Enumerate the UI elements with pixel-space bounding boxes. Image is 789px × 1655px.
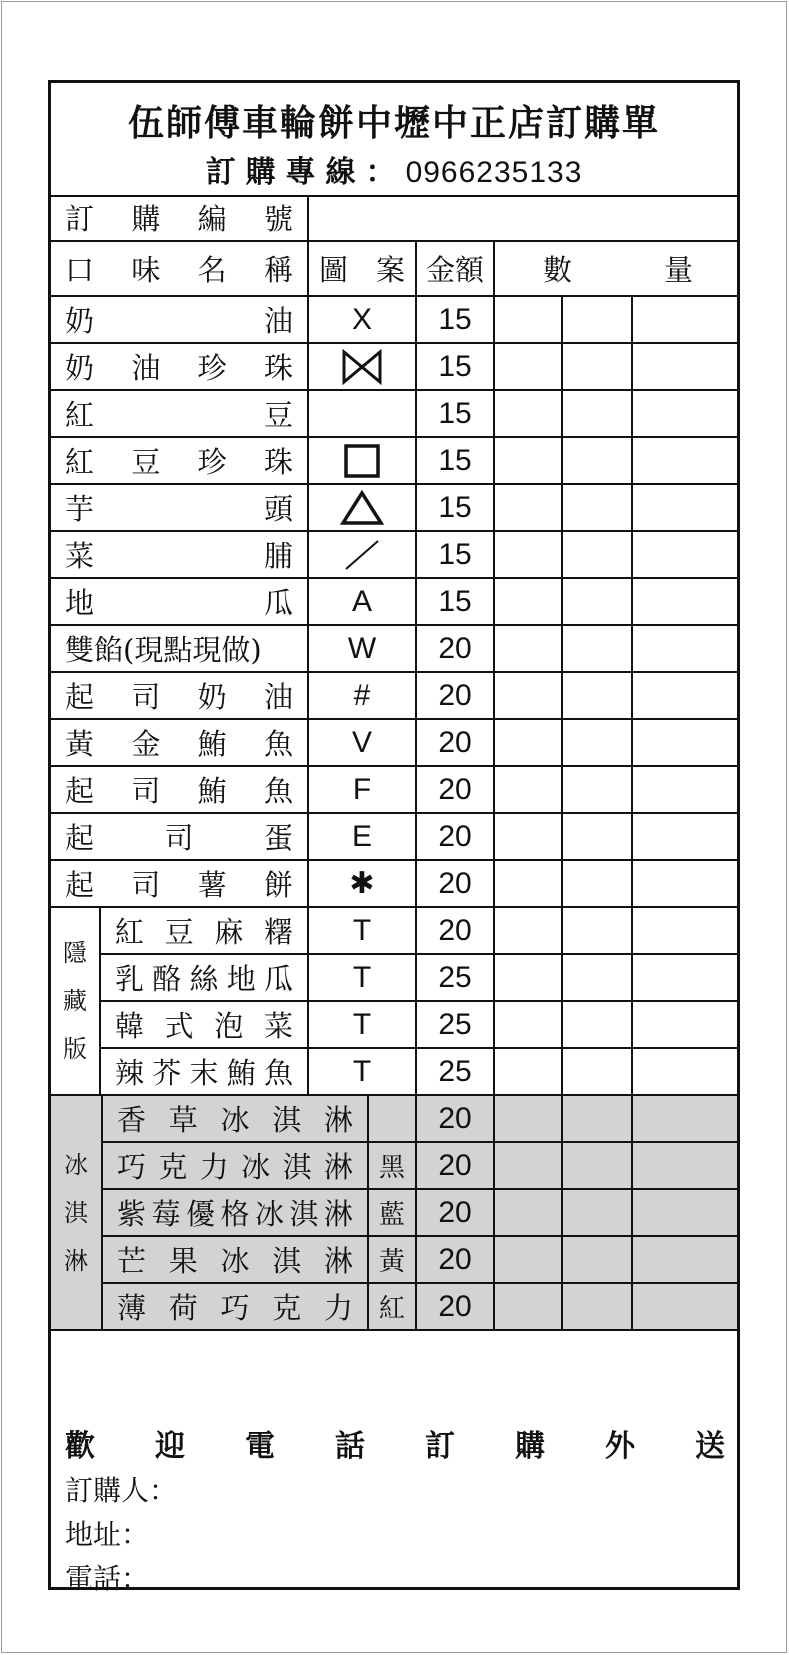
- icecream-qty-1[interactable]: [495, 1190, 563, 1235]
- item-qty-1[interactable]: [495, 626, 563, 671]
- square-icon: [340, 443, 384, 479]
- symbol-text: T: [352, 960, 372, 994]
- item-qty-3[interactable]: [633, 391, 737, 436]
- item-qty-3[interactable]: [633, 861, 737, 906]
- icecream-qty-1[interactable]: [495, 1284, 563, 1329]
- hidden-item-qty-1[interactable]: [495, 955, 563, 1000]
- item-qty-3[interactable]: [633, 767, 737, 812]
- hidden-menu-label: [51, 908, 101, 1096]
- item-qty-1[interactable]: [495, 814, 563, 859]
- orderer-field[interactable]: 訂購人：: [65, 1474, 178, 1507]
- icecream-name: [103, 1284, 369, 1329]
- item-name: [51, 720, 309, 765]
- item-symbol: [309, 814, 417, 859]
- item-price: 15: [417, 391, 495, 436]
- symbol-text: E: [351, 819, 372, 853]
- hidden-item-symbol: [309, 1002, 417, 1047]
- item-qty-1[interactable]: [495, 720, 563, 765]
- icecream-name-text: 芒 果 冰 淇 淋: [117, 1244, 353, 1278]
- icecream-row: [103, 1284, 737, 1331]
- hidden-item-price: 25: [417, 1049, 495, 1094]
- symbol-text: A: [351, 584, 372, 618]
- icecream-qty-2[interactable]: [563, 1096, 633, 1141]
- item-name-text: 紅 豆 珍 珠: [65, 445, 293, 479]
- icecream-label-char: 淋: [64, 1246, 88, 1275]
- icecream-qty-2[interactable]: [563, 1190, 633, 1235]
- item-name: [51, 767, 309, 812]
- icecream-row: [103, 1096, 737, 1143]
- icecream-color: 紅: [369, 1284, 417, 1329]
- item-row: [51, 626, 737, 673]
- header-flavor-text: 口 味 名 稱: [65, 253, 293, 287]
- item-symbol: [309, 767, 417, 812]
- item-qty-2[interactable]: [563, 438, 633, 483]
- item-qty-3[interactable]: [633, 720, 737, 765]
- item-qty-3[interactable]: [633, 485, 737, 530]
- item-qty-1[interactable]: [495, 673, 563, 718]
- header-flavor: [51, 242, 309, 295]
- icecream-color: 黃: [369, 1237, 417, 1282]
- item-qty-1[interactable]: [495, 767, 563, 812]
- icecream-price: 20: [417, 1096, 495, 1141]
- hidden-label-char: 版: [63, 1035, 87, 1063]
- item-row: [51, 814, 737, 861]
- item-qty-1[interactable]: [495, 579, 563, 624]
- icecream-row: [103, 1190, 737, 1237]
- hidden-item-price: 25: [417, 955, 495, 1000]
- form-title: 伍師傅車輪餅中壢中正店訂購單: [127, 102, 660, 144]
- hidden-item-row: [101, 908, 737, 955]
- item-name-text: 紅 豆: [65, 398, 293, 432]
- welcome-char: 電: [245, 1429, 275, 1464]
- icecream-label: [51, 1096, 103, 1331]
- item-price: 20: [417, 626, 495, 671]
- icecream-price: 20: [417, 1237, 495, 1282]
- hidden-item-name-text: 紅 豆 麻 糬: [115, 915, 293, 949]
- icecream-name: [103, 1143, 369, 1188]
- icecream-price: 20: [417, 1284, 495, 1329]
- item-qty-1[interactable]: [495, 861, 563, 906]
- icecream-qty-3[interactable]: [633, 1190, 737, 1235]
- hidden-item-qty-2[interactable]: [563, 955, 633, 1000]
- hidden-item-name-text: 辣 芥 末 鮪 魚: [115, 1056, 293, 1090]
- item-symbol: [309, 861, 417, 906]
- hidden-item-symbol: [309, 955, 417, 1000]
- icecream-qty-2[interactable]: [563, 1237, 633, 1282]
- item-price: 15: [417, 297, 495, 342]
- item-symbol: [309, 626, 417, 671]
- order-number-label: [51, 195, 309, 240]
- welcome-char: 迎: [155, 1429, 185, 1464]
- welcome-char: 話: [335, 1429, 365, 1464]
- item-name-text: 起 司 薯 餅: [65, 868, 293, 902]
- icecream-qty-1[interactable]: [495, 1096, 563, 1141]
- hidden-item-qty-3[interactable]: [633, 1049, 737, 1094]
- symbol-text: V: [351, 725, 372, 759]
- item-row: [51, 579, 737, 626]
- welcome-char: 送: [695, 1429, 725, 1464]
- item-row: [51, 767, 737, 814]
- hidden-item-price: 25: [417, 1002, 495, 1047]
- hidden-label-char: 藏: [63, 987, 87, 1015]
- icecream-price: 20: [417, 1190, 495, 1235]
- header-symbol: [309, 242, 417, 295]
- hidden-item-qty-3[interactable]: [633, 1002, 737, 1047]
- item-qty-2[interactable]: [563, 720, 633, 765]
- symbol-text: T: [352, 1054, 372, 1088]
- item-qty-2[interactable]: [563, 532, 633, 577]
- item-name-text: 奶 油 珍 珠: [65, 351, 293, 385]
- item-name-text: 起 司 鮪 魚: [65, 774, 293, 808]
- icecream-name-text: 香 草 冰 淇 淋: [117, 1103, 353, 1137]
- order-number-field[interactable]: [309, 195, 737, 240]
- item-name: [51, 626, 309, 671]
- item-price: 20: [417, 814, 495, 859]
- item-row: [51, 344, 737, 391]
- item-symbol: [309, 579, 417, 624]
- welcome-char: 訂: [425, 1429, 455, 1464]
- item-price: 15: [417, 532, 495, 577]
- item-price: 15: [417, 438, 495, 483]
- item-qty-1[interactable]: [495, 532, 563, 577]
- icecream-price: 20: [417, 1143, 495, 1188]
- order-number-label-text: 訂 購 編 號: [65, 202, 293, 236]
- item-qty-3[interactable]: [633, 532, 737, 577]
- header-qty-char: 量: [663, 253, 693, 287]
- triangle-icon: [340, 490, 384, 526]
- icecream-qty-3[interactable]: [633, 1284, 737, 1329]
- hidden-item-row: [101, 955, 737, 1002]
- icecream-label-char: 冰: [64, 1150, 88, 1179]
- icecream-qty-3[interactable]: [633, 1237, 737, 1282]
- item-symbol: [309, 532, 417, 577]
- item-qty-2[interactable]: [563, 861, 633, 906]
- symbol-text: #: [353, 678, 371, 712]
- hidden-item-qty-3[interactable]: [633, 955, 737, 1000]
- item-qty-1[interactable]: [495, 485, 563, 530]
- item-qty-2[interactable]: [563, 673, 633, 718]
- item-row: [51, 391, 737, 438]
- icecream-qty-1[interactable]: [495, 1143, 563, 1188]
- order-number-row: [51, 195, 737, 242]
- hidden-item-qty-1[interactable]: [495, 908, 563, 953]
- item-name-text: 奶 油: [65, 304, 293, 338]
- item-price: 15: [417, 579, 495, 624]
- item-qty-2[interactable]: [563, 391, 633, 436]
- item-qty-3[interactable]: [633, 626, 737, 671]
- icecream-color: 藍: [369, 1190, 417, 1235]
- icecream-qty-1[interactable]: [495, 1237, 563, 1282]
- item-qty-2[interactable]: [563, 485, 633, 530]
- item-price: 15: [417, 344, 495, 389]
- item-price: 20: [417, 861, 495, 906]
- form-footer: [51, 1415, 737, 1595]
- hotline-number: 0966235133: [405, 156, 583, 189]
- hotline-label: 訂購專線：: [205, 155, 406, 190]
- hidden-item-symbol: [309, 1049, 417, 1094]
- item-symbol: [309, 438, 417, 483]
- item-name-text: 起 司 奶 油: [65, 680, 293, 714]
- welcome-char: 歡: [65, 1429, 95, 1464]
- item-row: [51, 861, 737, 908]
- icecream-row: [103, 1143, 737, 1190]
- address-field[interactable]: 地址：: [65, 1518, 150, 1551]
- item-symbol: [309, 485, 417, 530]
- hidden-item-qty-2[interactable]: [563, 1002, 633, 1047]
- symbol-text: T: [352, 913, 372, 947]
- item-qty-1[interactable]: [495, 438, 563, 483]
- item-row: [51, 720, 737, 767]
- item-qty-3[interactable]: [633, 673, 737, 718]
- icecream-qty-3[interactable]: [633, 1096, 737, 1141]
- table-header-row: [51, 242, 737, 297]
- item-qty-3[interactable]: [633, 814, 737, 859]
- welcome-delivery-text: [65, 1421, 725, 1465]
- hidden-item-name: [101, 955, 309, 1000]
- item-name: [51, 485, 309, 530]
- hidden-item-name-text: 乳 酪 絲 地 瓜: [115, 962, 293, 996]
- item-qty-3[interactable]: [633, 344, 737, 389]
- header-symbol-char: 案: [375, 253, 405, 287]
- item-name-text: 黃 金 鮪 魚: [65, 727, 293, 761]
- item-name: [51, 532, 309, 577]
- item-qty-2[interactable]: [563, 344, 633, 389]
- hidden-item-qty-1[interactable]: [495, 1049, 563, 1094]
- hidden-item-name: [101, 1049, 309, 1094]
- phone-field[interactable]: 電話：: [65, 1562, 150, 1595]
- hidden-item-name: [101, 908, 309, 953]
- item-row: [51, 297, 737, 344]
- item-qty-1[interactable]: [495, 297, 563, 342]
- item-row: [51, 438, 737, 485]
- hidden-item-name: [101, 1002, 309, 1047]
- item-row: [51, 532, 737, 579]
- hidden-item-row: [101, 1049, 737, 1096]
- item-qty-3[interactable]: [633, 579, 737, 624]
- item-row: [51, 673, 737, 720]
- symbol-text: W: [347, 631, 377, 665]
- item-qty-2[interactable]: [563, 579, 633, 624]
- welcome-char: 外: [605, 1429, 635, 1464]
- hidden-item-price: 20: [417, 908, 495, 953]
- item-qty-2[interactable]: [563, 814, 633, 859]
- header-qty-char: 數: [543, 253, 573, 287]
- item-symbol: [309, 297, 417, 342]
- item-name: [51, 391, 309, 436]
- item-name-text: 菜 脯: [65, 539, 293, 573]
- icecream-qty-3[interactable]: [633, 1143, 737, 1188]
- item-name: [51, 579, 309, 624]
- icecream-qty-2[interactable]: [563, 1284, 633, 1329]
- hidden-item-qty-3[interactable]: [633, 908, 737, 953]
- welcome-char: 購: [515, 1429, 545, 1464]
- icecream-qty-2[interactable]: [563, 1143, 633, 1188]
- item-name-text: 雙餡(現點現做): [65, 633, 262, 667]
- order-form: [48, 80, 740, 1595]
- header-qty: [495, 242, 737, 295]
- icecream-name: [103, 1190, 369, 1235]
- bowtie-icon: [340, 349, 384, 385]
- item-name-text: 地 瓜: [65, 586, 293, 620]
- hotline: [51, 147, 737, 191]
- slash-icon: [340, 537, 384, 573]
- item-name: [51, 344, 309, 389]
- item-name: [51, 438, 309, 483]
- item-qty-3[interactable]: [633, 297, 737, 342]
- icecream-name: [103, 1237, 369, 1282]
- item-name: [51, 861, 309, 906]
- item-row: [51, 485, 737, 532]
- item-name: [51, 673, 309, 718]
- item-qty-1[interactable]: [495, 391, 563, 436]
- icecream-color: [369, 1096, 417, 1141]
- header-price: [417, 242, 495, 295]
- hidden-item-symbol: [309, 908, 417, 953]
- item-name-text: 起 司 蛋: [65, 821, 293, 855]
- icecream-name-text: 巧 克 力 冰 淇 淋: [117, 1150, 353, 1184]
- item-price: 20: [417, 673, 495, 718]
- item-qty-1[interactable]: [495, 344, 563, 389]
- item-price: 15: [417, 485, 495, 530]
- symbol-text: ✱: [349, 867, 375, 900]
- icecream-name-text: 紫 莓 優 格 冰 淇 淋: [117, 1197, 353, 1231]
- header-symbol-char: 圖: [319, 253, 349, 287]
- item-symbol: [309, 673, 417, 718]
- header-price-text: 金額: [425, 253, 484, 287]
- icecream-row: [103, 1237, 737, 1284]
- item-symbol: [309, 720, 417, 765]
- item-name: [51, 297, 309, 342]
- hidden-item-name-text: 韓 式 泡 菜: [115, 1009, 293, 1043]
- item-price: 20: [417, 767, 495, 812]
- hidden-item-row: [101, 1002, 737, 1049]
- item-symbol: [309, 391, 417, 436]
- icecream-name-text: 薄 荷 巧 克 力: [117, 1291, 353, 1325]
- item-qty-2[interactable]: [563, 767, 633, 812]
- item-name: [51, 814, 309, 859]
- item-price: 20: [417, 720, 495, 765]
- hidden-item-qty-1[interactable]: [495, 1002, 563, 1047]
- item-qty-2[interactable]: [563, 626, 633, 671]
- symbol-text: T: [352, 1007, 372, 1041]
- item-qty-2[interactable]: [563, 297, 633, 342]
- symbol-text: X: [351, 302, 372, 336]
- item-qty-3[interactable]: [633, 438, 737, 483]
- hidden-item-qty-2[interactable]: [563, 1049, 633, 1094]
- item-name-text: 芋 頭: [65, 492, 293, 526]
- icecream-label-char: 淇: [64, 1198, 88, 1227]
- form-header: [51, 83, 737, 197]
- hidden-item-qty-2[interactable]: [563, 908, 633, 953]
- icecream-name: [103, 1096, 369, 1141]
- icecream-color: 黑: [369, 1143, 417, 1188]
- item-symbol: [309, 344, 417, 389]
- hidden-label-char: 隱: [63, 939, 87, 967]
- symbol-text: F: [352, 772, 372, 806]
